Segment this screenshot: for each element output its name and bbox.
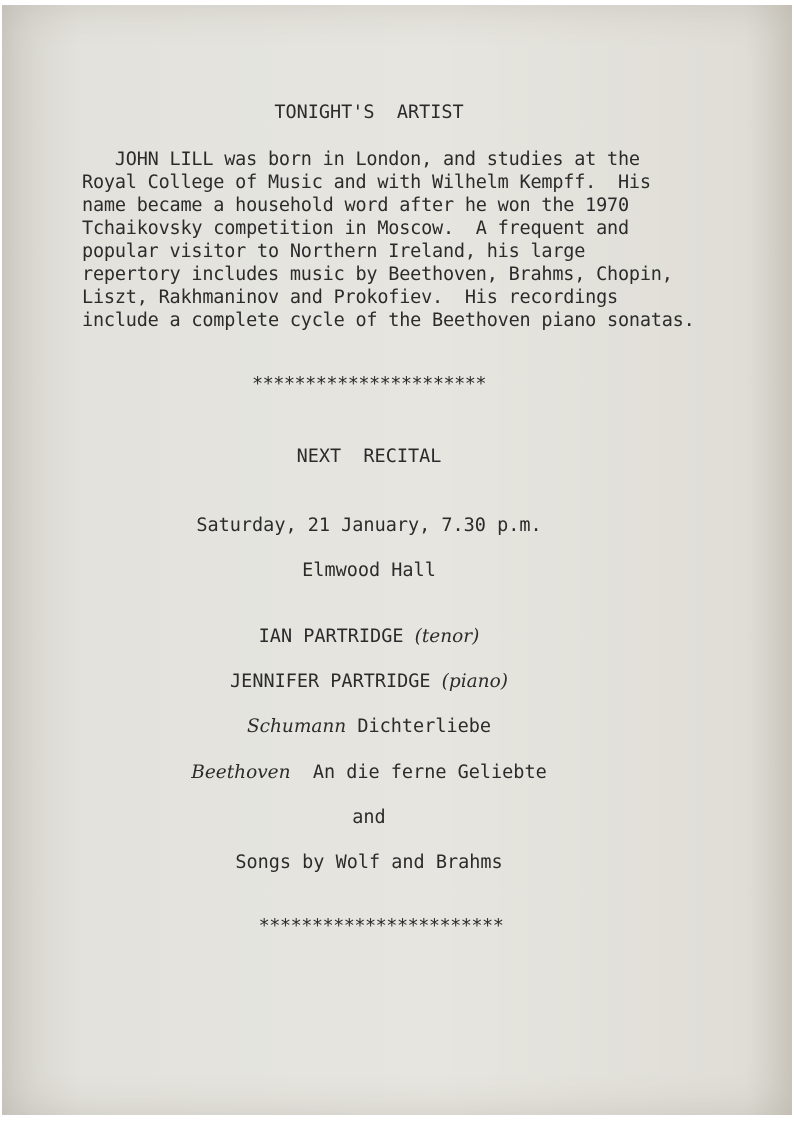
performer-1-name: IAN PARTRIDGE [258,626,415,647]
work-3: Songs by Wolf and Brahms [235,852,503,873]
performer-2-role: (piano) [441,671,508,692]
bio-line: Tchaikovsky competition in Moscow. A frequent and [82,218,629,239]
work-1-composer: Schumann [246,716,347,737]
performer-2 [2,670,736,693]
bio-line: repertory includes music by Beethoven, Brahms, Chopin, [82,264,673,285]
recital-venue: Elmwood Hall [302,560,436,581]
recital-date-time: Saturday, 21 January, 7.30 p.m. [196,515,542,536]
work-2 [2,761,736,784]
bio-line: popular visitor to Northern Ireland, his large [82,241,586,262]
next-recital-heading: NEXT RECITAL [296,446,442,467]
conjunction: and [352,807,386,828]
performer-1 [2,625,736,648]
program-page [2,5,792,1115]
performer-1-role: (tenor) [414,626,480,647]
separator-stars: ********************** [251,374,487,395]
work-1 [2,715,736,738]
work-2-composer: Beethoven [191,762,291,783]
work-1-title: Dichterliebe [346,716,492,737]
bio-line: Royal College of Music and with Wilhelm Kempff. His [82,172,651,193]
separator-stars: *********************** [258,916,504,937]
bio-line: Liszt, Rakhmaninov and Prokofiev. His recordings [82,287,618,308]
work-2-title: An die ferne Geliebte [290,762,547,783]
bio-line: name became a household word after he won the 1970 [82,195,629,216]
bio-line: JOHN LILL was born in London, and studies at the [82,149,640,170]
performer-2-name: JENNIFER PARTRIDGE [230,671,442,692]
bio-line: include a complete cycle of the Beethoven piano sonatas. [82,310,695,331]
section-title: TONIGHT'S ARTIST [274,102,464,123]
